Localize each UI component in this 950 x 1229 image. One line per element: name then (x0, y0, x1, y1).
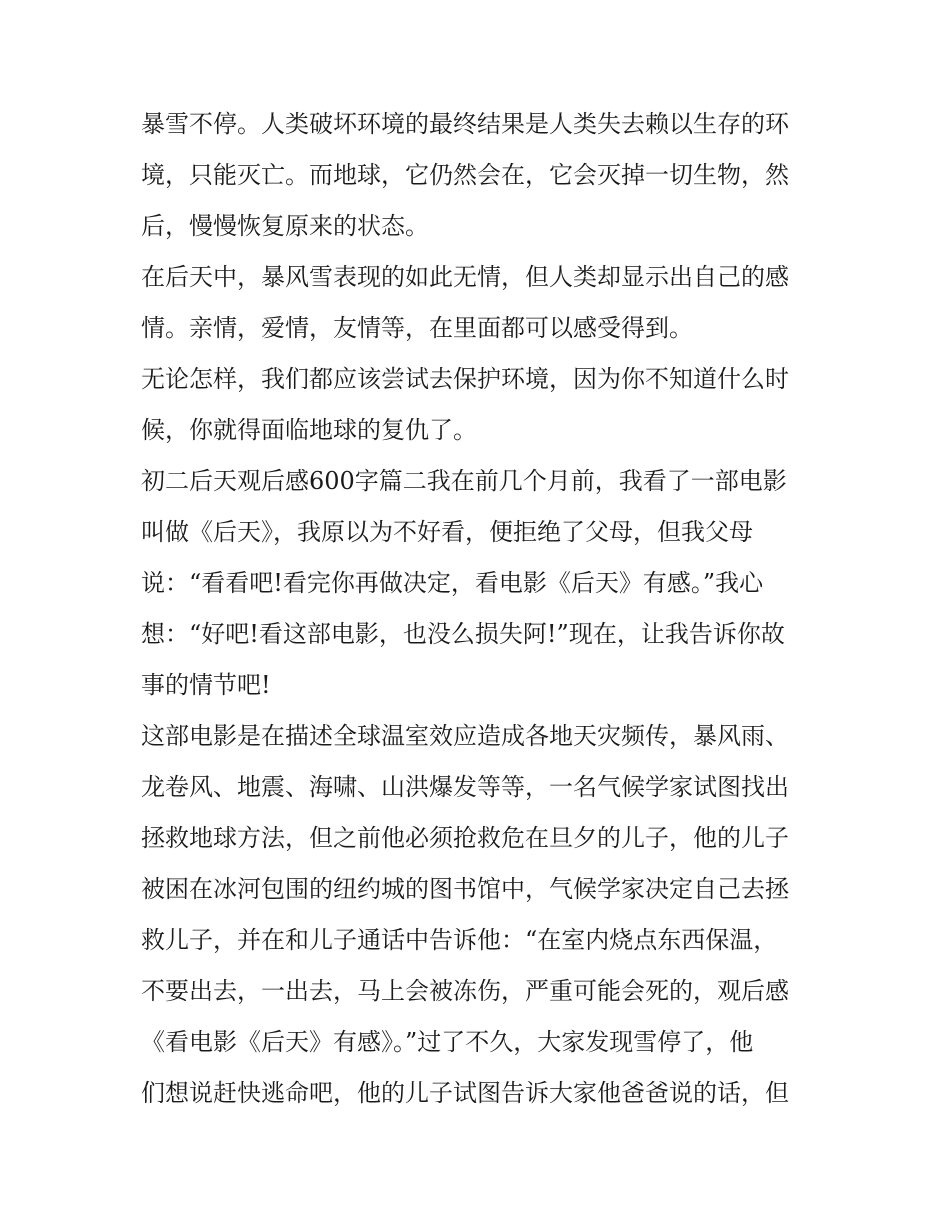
text-line: 这部电影是在描述全球温室效应造成各地天灾频传，暴风雨、 (141, 722, 789, 750)
text-line: 救儿子，并在和儿子通话中告诉他：“在室内烧点东西保温， (141, 926, 778, 954)
text-line: 情。亲情，爱情，友情等，在里面都可以感受得到。 (141, 314, 693, 342)
text-line: 《看电影《后天》有感》。”过了不久，大家发现雪停了，他 (141, 1028, 754, 1056)
text-line: 被困在冰河包围的纽约城的图书馆中，气候学家决定自己去拯 (141, 875, 789, 903)
text-line: 龙卷风、地震、海啸、山洪爆发等等，一名气候学家试图找出 (141, 773, 789, 801)
text-line: 候，你就得面临地球的复仇了。 (141, 416, 477, 444)
text-line: 说：“看看吧!看完你再做决定，看电影《后天》有感。”我心 (141, 569, 764, 597)
text-line: 不要出去，一出去，马上会被冻伤，严重可能会死的，观后感 (141, 977, 789, 1005)
text-line: 初二后天观后感600字篇二我在前几个月前，我看了一部电影 (141, 467, 787, 495)
text-line: 在后天中，暴风雪表现的如此无情，但人类却显示出自己的感 (141, 263, 789, 291)
text-line: 事的情节吧! (141, 671, 271, 699)
text-line: 想：“好吧!看这部电影，也没么损失阿!”现在，让我告诉你故 (141, 620, 785, 648)
text-line: 拯救地球方法，但之前他必须抢救危在旦夕的儿子，他的儿子 (141, 824, 789, 852)
text-line: 后，慢慢恢复原来的状态。 (141, 212, 429, 240)
text-line: 无论怎样，我们都应该尝试去保护环境，因为你不知道什么时 (141, 365, 789, 393)
text-line: 暴雪不停。人类破坏环境的最终结果是人类失去赖以生存的环 (141, 110, 789, 138)
text-line: 境，只能灭亡。而地球，它仍然会在，它会灭掉一切生物，然 (141, 161, 789, 189)
text-line: 叫做《后天》，我原以为不好看，便拒绝了父母，但我父母 (141, 518, 753, 546)
text-line: 们想说赶快逃命吧，他的儿子试图告诉大家他爸爸说的话，但 (141, 1079, 789, 1107)
